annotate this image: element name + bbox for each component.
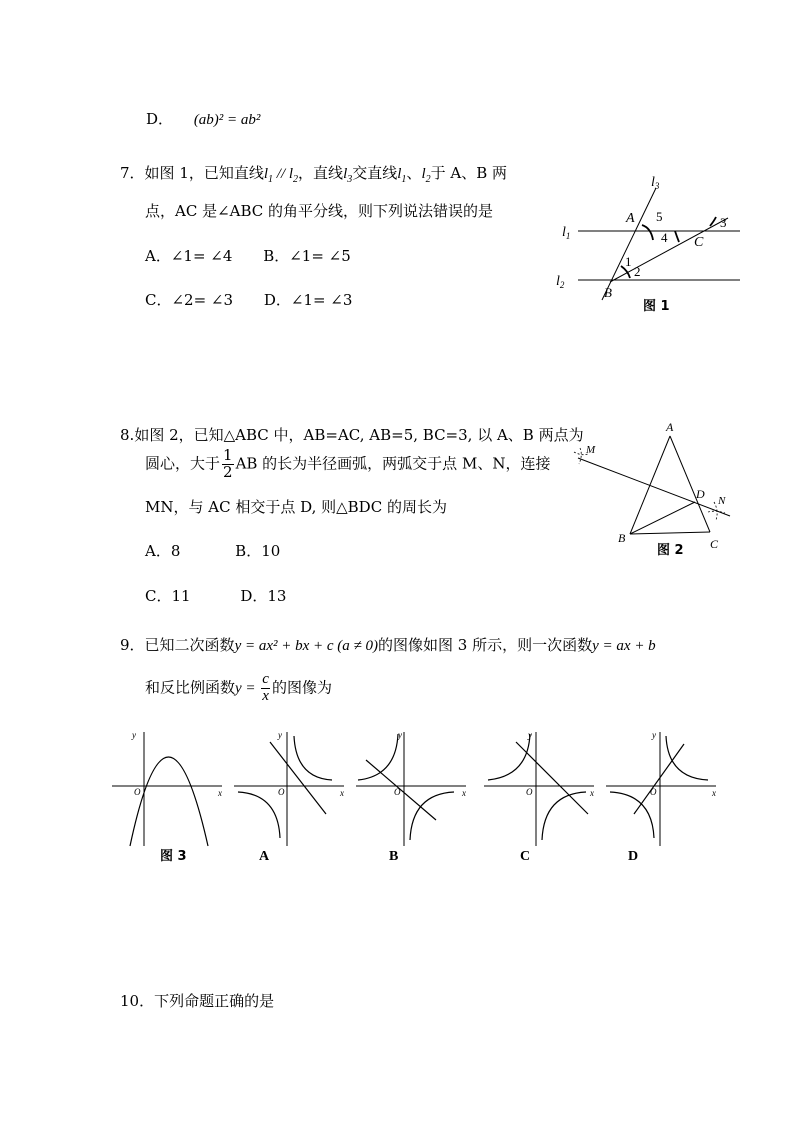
q7-text-c: 交直线 xyxy=(352,164,398,182)
q8-option-c-label: C． xyxy=(145,587,172,605)
fig2-label-B: B xyxy=(618,531,626,545)
graph-c-line xyxy=(516,742,588,814)
graph-d-line xyxy=(634,744,684,814)
graph-a-y-label: y xyxy=(278,730,282,740)
q8-frac-num: 1 xyxy=(223,446,233,464)
graph-b-line xyxy=(366,760,436,820)
q8-line2-b: AB 的长为半径画弧，两弧交于点 M、N，连接 xyxy=(235,454,551,473)
q7-l1: $l_1$ xyxy=(397,166,407,185)
line-mn xyxy=(578,458,730,516)
graph-c xyxy=(482,728,597,868)
fig3-y-label: y xyxy=(132,730,136,740)
graph-d-y-label: y xyxy=(652,730,656,740)
q9-frac-num: c xyxy=(262,671,269,687)
q8-line1-text: 如图 2，已知△ABC 中，AB=AC, AB=5, BC=3, 以 A、B 两点为 xyxy=(134,426,584,444)
q7-line1 xyxy=(120,162,507,185)
fig3-x-label: x xyxy=(218,788,222,798)
fig2-label-A: A xyxy=(666,420,674,434)
label-angle-2: 2 xyxy=(634,264,641,279)
q7-text-d: 、 xyxy=(406,164,422,182)
q9-line2-a: 和反比例函数 xyxy=(145,678,236,697)
q9-number: 9． xyxy=(120,636,145,654)
q7-l3: $l_3$ xyxy=(343,166,353,185)
graph-d-origin: O xyxy=(650,787,657,797)
q9-line2 xyxy=(145,672,332,705)
graph-c-hyperbola-q4 xyxy=(542,792,586,840)
label-l3: $l_3$ xyxy=(651,175,660,191)
label-B: B xyxy=(604,285,612,300)
graph-d-x-label: x xyxy=(712,788,716,798)
q6-option-d xyxy=(146,108,260,129)
q8-options-row1 xyxy=(145,540,280,561)
graph-c-hyperbola-q2 xyxy=(488,734,530,780)
fig2-label-D: D xyxy=(696,487,705,501)
graph-a-hyperbola-q3 xyxy=(238,792,280,838)
graph-b-y-label: y xyxy=(398,730,402,740)
label-angle-1: 1 xyxy=(625,254,632,269)
arc-m-1 xyxy=(579,448,581,464)
graph-b-origin: O xyxy=(394,787,401,797)
graph-c-x-label: x xyxy=(590,788,594,798)
q7-option-c-text: ∠2= ∠3 xyxy=(171,291,234,309)
q7-l1l2: $l_1 // l_2$ xyxy=(263,166,299,185)
graph-d-hyperbola-q1 xyxy=(666,736,708,780)
label-angle-4: 4 xyxy=(661,230,668,245)
label-l1: $l_1$ xyxy=(562,225,571,241)
q7-option-b-label: B． xyxy=(263,247,290,265)
graph-d-hyperbola-q3 xyxy=(610,792,654,838)
fig3-origin: O xyxy=(134,787,141,797)
q8-option-d-label: D． xyxy=(240,587,268,605)
q7-number: 7． xyxy=(120,164,145,182)
q8-option-a-label: A． xyxy=(145,542,171,560)
angle-5-arc xyxy=(642,225,653,240)
q7-option-d-label: D． xyxy=(263,291,291,309)
graph-a-hyperbola-q1 xyxy=(294,736,332,780)
q9-line1 xyxy=(120,634,656,655)
graph-a-x-label: x xyxy=(340,788,344,798)
fig2-label-C: C xyxy=(710,537,719,551)
q8-line1 xyxy=(120,424,584,445)
figure-1 xyxy=(550,170,750,320)
figure-3 xyxy=(108,728,228,868)
q6-option-d-expr: (ab)² = ab² xyxy=(193,112,261,128)
q9-linear-expr: y = ax + b xyxy=(592,638,656,654)
line-l3 xyxy=(602,188,656,300)
graph-b-x-label: x xyxy=(462,788,466,798)
q8-option-c-text: 11 xyxy=(171,587,191,605)
figure-3-caption: 图 3 xyxy=(160,849,187,864)
q10-line xyxy=(120,990,274,1011)
q7-line2: 点，AC 是∠ABC 的角平分线，则下列说法错误的是 xyxy=(145,202,494,220)
q7-options-row2 xyxy=(145,289,352,310)
q8-number: 8. xyxy=(120,426,135,444)
side-ac xyxy=(670,436,710,532)
q8-option-b-label: B． xyxy=(235,542,262,560)
q10-number: 10． xyxy=(120,992,155,1010)
q8-fraction xyxy=(222,448,234,481)
q9-quadratic-expr: y = ax² + bx + c (a ≠ 0) xyxy=(234,638,379,654)
q10-text: 下列命题正确的是 xyxy=(154,992,275,1010)
q7-option-a-text: ∠1= ∠4 xyxy=(170,247,233,265)
q9-y-equals: y = xyxy=(235,680,260,697)
q7-text-e: 于 A、B 两 xyxy=(430,164,508,182)
graph-c-caption: C xyxy=(520,849,531,864)
graph-d xyxy=(604,728,719,868)
graph-a-caption: A xyxy=(259,849,270,864)
graph-b xyxy=(354,728,469,868)
graph-c-y-label: y xyxy=(528,730,532,740)
q6-option-d-label: D． xyxy=(146,110,174,128)
q7-l2: $l_2$ xyxy=(421,166,431,185)
q7-option-c-label: C． xyxy=(145,291,172,309)
q8-frac-den: 2 xyxy=(223,462,233,481)
q8-option-b-text: 10 xyxy=(261,542,281,560)
fig3-parabola xyxy=(130,757,208,846)
q7-option-a-label: A． xyxy=(145,247,171,265)
graph-a-line xyxy=(270,742,326,814)
q7-option-d-text: ∠1= ∠3 xyxy=(290,291,353,309)
q7-option-b-text: ∠1= ∠5 xyxy=(289,247,351,265)
graph-b-hyperbola-q2 xyxy=(358,734,398,780)
q8-option-a-text: 8 xyxy=(170,542,181,560)
graph-b-caption: B xyxy=(389,849,399,864)
q8-line3: MN，与 AC 相交于点 D, 则△BDC 的周长为 xyxy=(145,498,447,516)
q7-text-a: 如图 1，已知直线 xyxy=(144,164,264,182)
q9-line2-b: 的图像为 xyxy=(271,678,332,697)
q8-option-d-text: 13 xyxy=(267,587,287,605)
fig2-label-M: M xyxy=(586,444,596,456)
q9-frac-den: x xyxy=(262,687,269,704)
angle-4-arc xyxy=(675,231,679,242)
q8-line2-a: 圆心，大于 xyxy=(145,454,221,473)
graph-a xyxy=(232,728,347,868)
label-C: C xyxy=(694,235,704,250)
graph-c-origin: O xyxy=(526,787,533,797)
label-l2: $l_2$ xyxy=(556,274,565,290)
side-bc xyxy=(630,532,710,534)
segment-bd xyxy=(630,502,695,534)
fig2-label-N: N xyxy=(718,495,726,507)
q9-fraction xyxy=(261,672,270,705)
graph-d-caption: D xyxy=(628,849,639,864)
q9-line1-a: 已知二次函数 xyxy=(144,636,235,654)
label-angle-5: 5 xyxy=(656,209,663,224)
q7-text-b: ，直线 xyxy=(298,164,344,182)
q9-line1-b: 的图像如图 3 所示，则一次函数 xyxy=(378,636,593,654)
q7-options-row1 xyxy=(145,245,351,266)
label-angle-3: 3 xyxy=(720,215,727,230)
label-A: A xyxy=(626,211,635,226)
figure-1-caption: 图 1 xyxy=(643,299,670,314)
figure-2 xyxy=(570,418,740,560)
q8-options-row2 xyxy=(145,585,286,606)
graph-a-origin: O xyxy=(278,787,285,797)
q8-line2 xyxy=(145,448,550,481)
figure-2-caption: 图 2 xyxy=(657,543,684,558)
